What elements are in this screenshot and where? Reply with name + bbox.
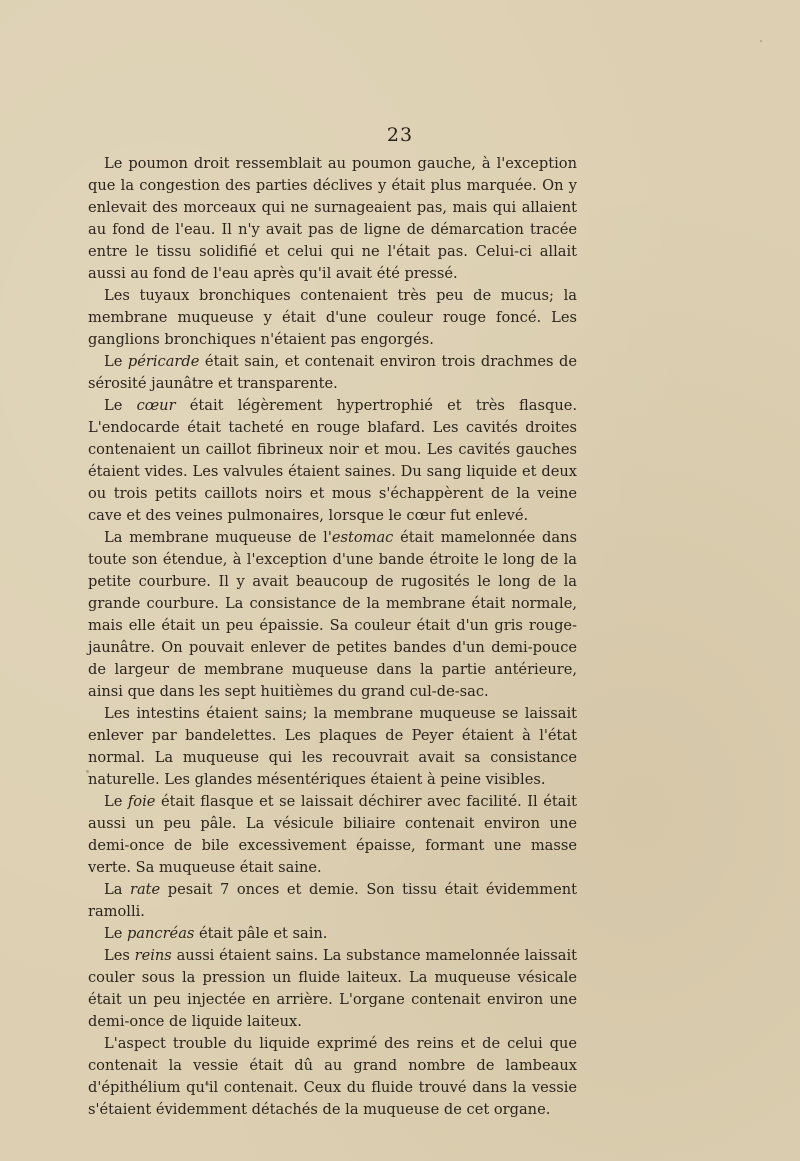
- italic-term: rate: [129, 881, 161, 898]
- paragraph-pericarde: [88, 351, 577, 395]
- body-text: [88, 153, 577, 1121]
- paragraph-text: Les tuyaux bronchiques contenaient très peu de mucus; la membrane muqueuse y était d'une couleur rouge foncé. Les ganglions bronchiques n'étaient pas engorgés.: [88, 287, 577, 348]
- paragraph-poumon: [88, 153, 577, 285]
- paragraph-text: pesait 7 onces et demie. Son tissu était évidemment ramolli.: [88, 881, 577, 920]
- italic-term: péricarde: [127, 353, 200, 370]
- paragraph-text: L'aspect trouble du liquide exprimé des reins et de celui que contenait la vessie était dû au grand nombre de lambeaux d'épithélium qu'il contenait. Ceux du fluide trouvé dans la vessie s'étaient évidemment détachés de la muqueuse de cet organe.: [88, 1035, 577, 1118]
- page-number: 23: [386, 124, 414, 146]
- paragraph-text: Le poumon droit ressemblait au poumon gauche, à l'exception que la congestion des parties déclives y était plus marquée. On y enlevait des morceaux qui ne surnageaient pas, mais qui allaient au fond de l'eau. Il n'y avait pas de ligne de démarcation tracée entre le tissu solidifié et celui qui ne l'était pas. Celui-ci allait aussi au fond de l'eau après qu'il avait été pressé.: [88, 155, 577, 282]
- paragraph-text: était pâle et sain.: [194, 925, 328, 942]
- paragraph-text: La membrane muqueuse de l': [104, 529, 332, 546]
- paper-speck: [86, 770, 89, 773]
- paragraph-text: était flasque et se laissait déchirer avec facilité. Il était aussi un peu pâle. La vésicule biliaire contenait environ une demi-once de bile excessivement épaisse, formant une masse verte. Sa muqueuse était saine.: [88, 793, 577, 876]
- paragraph-text: était mamelonnée dans toute son étendue, à l'exception d'une bande étroite le long de la petite courbure. Il y avait beaucoup de rugosités le long de la grande courbure. La consistance de la membrane était normale, mais elle était un peu épaissie. Sa couleur était d'un gris rouge-jaunâtre. On pouvait enlever de petites bandes d'un demi-pouce de largeur de membrane muqueuse dans la partie antérieure, ainsi que dans les sept huitièmes du grand cul-de-sac.: [88, 529, 577, 700]
- paragraph-text: La: [104, 881, 130, 898]
- italic-term: estomac: [331, 529, 394, 546]
- paragraph-liquide: [88, 1033, 577, 1121]
- italic-term: foie: [127, 793, 156, 810]
- paragraph-text: était légèrement hypertrophié et très flasque. L'endocarde était tacheté en rouge blafard. Les cavités droites contenaient un caillot fibrineux noir et mou. Les cavités gauches étaient vides. Les valvules étaient saines. Du sang liquide et deux ou trois petits caillots noirs et mous s'échappèrent de la veine cave et des veines pulmonaires, lorsque le cœur fut enlevé.: [88, 397, 577, 524]
- paragraph-text: Le: [104, 793, 128, 810]
- paragraph-text: Le: [104, 925, 127, 942]
- paragraph-coeur: [88, 395, 577, 527]
- paragraph-text: Le: [104, 353, 128, 370]
- paragraph-estomac: [88, 527, 577, 703]
- paragraph-text: Le: [104, 397, 137, 414]
- paragraph-bronches: [88, 285, 577, 351]
- paragraph-text: était sain, et contenait environ trois drachmes de sérosité jaunâtre et transparente.: [88, 353, 577, 392]
- italic-term: pancréas: [126, 925, 195, 942]
- paper-speck: [760, 40, 762, 42]
- paragraph-intestins: [88, 703, 577, 791]
- italic-term: cœur: [136, 397, 176, 414]
- paragraph-rate: [88, 879, 577, 923]
- paragraph-text: Les: [104, 947, 135, 964]
- paragraph-pancreas: [88, 923, 577, 945]
- italic-term: reins: [134, 947, 172, 964]
- paragraph-reins: [88, 945, 577, 1033]
- paragraph-foie: [88, 791, 577, 879]
- paragraph-text: Les intestins étaient sains; la membrane muqueuse se laissait enlever par bandelettes. Les plaques de Peyer étaient à l'état normal. La muqueuse qui les recouvrait avait sa consistance naturelle. Les glandes mésentériques étaient à peine visibles.: [88, 705, 577, 788]
- paragraph-text: aussi étaient sains. La substance mamelonnée laissait couler sous la pression un fluide laiteux. La muqueuse vésicale était un peu injectée en arrière. L'organe contenait environ une demi-once de liquide laiteux.: [88, 947, 577, 1030]
- paper-speck: [205, 1082, 209, 1086]
